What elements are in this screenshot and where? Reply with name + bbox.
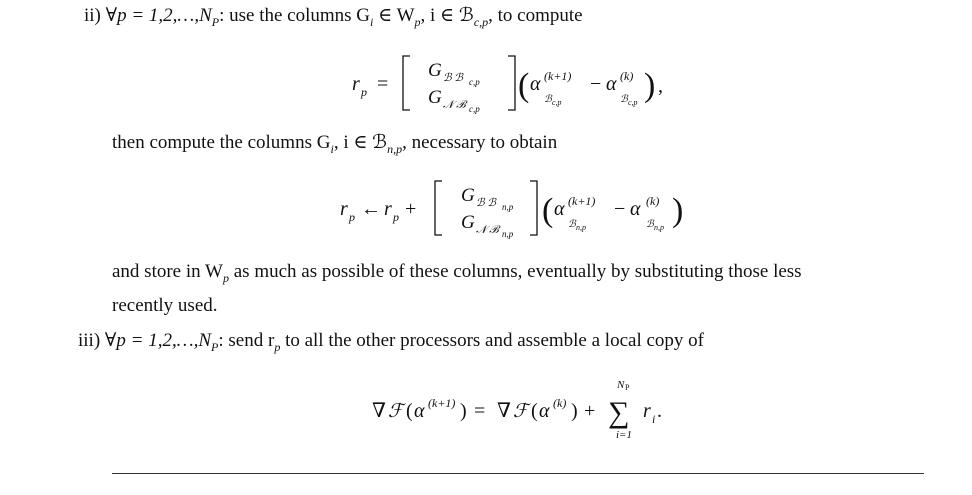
svg-text:c,p: c,p [469,104,480,114]
svg-text:(: ( [542,192,554,229]
svg-text:G: G [428,87,442,108]
svg-text:p: p [393,210,399,224]
svg-text:i: i [652,412,656,426]
svg-text:ℬ: ℬ [544,94,552,105]
step-ii-header [84,6,583,28]
svg-text:c,p: c,p [552,98,562,107]
svg-text:α: α [554,198,565,220]
svg-text:,: , [658,75,663,97]
step-iii-forall: ∀p = $1,2,\dots,N_P$ [104,330,219,354]
svg-text:(k+1): (k+1) [428,396,456,410]
svg-text:n,p: n,p [654,223,664,232]
svg-text:ℬ: ℬ [568,219,576,230]
svg-text:i=1: i=1 [616,429,632,441]
svg-text:n,p: n,p [502,229,514,239]
svg-text:ℬ: ℬ [646,219,654,230]
step-ii-intro: : use the columns $G_i$ ∈ $W_p$, i ∈ ℬ$_{c,p}$, to compute [219,5,583,29]
svg-text:ℱ: ℱ [513,401,528,422]
svg-text:r: r [340,198,348,220]
svg-text:.: . [657,400,662,422]
svg-text:(k): (k) [620,69,634,83]
svg-text:∇: ∇ [497,400,511,422]
svg-text:(: ( [518,67,530,104]
svg-text:𝒩 ℬ: 𝒩 ℬ [443,99,466,111]
svg-text:(k): (k) [553,396,567,410]
svg-text:+: + [584,400,596,422]
svg-text:−: − [614,198,626,220]
svg-text:p: p [361,85,367,99]
svg-text:∑: ∑ [608,396,630,429]
footnote-rule [112,473,924,474]
then-compute-line: then compute the columns $G_i$, i ∈ ℬ$_{n,p}$, necessary to obtain [112,132,558,156]
svg-text:=: = [474,400,486,422]
svg-text:): ) [672,192,684,229]
svg-text:(k+1): (k+1) [544,69,572,83]
svg-text:c,p: c,p [469,77,480,87]
step-iii-header [78,331,704,353]
svg-text:p: p [349,210,355,224]
svg-text:(: ( [531,400,538,422]
step-iii-label: iii) [78,330,101,351]
svg-text:r: r [384,198,392,220]
step-iii-send: : send $r_p$ to all the other processors and assemble a local copy of [218,330,704,354]
svg-text:∇: ∇ [372,400,386,422]
svg-text:r: r [352,73,360,95]
step-ii-forall: ∀p = $1,2,\dots,N_P$ [105,5,220,29]
svg-text:=: = [377,73,389,95]
svg-text:N: N [617,379,625,391]
svg-text:r: r [643,400,651,422]
svg-text:(k): (k) [646,194,660,208]
svg-text:n,p: n,p [576,223,586,232]
svg-text:α: α [630,198,641,220]
svg-text:c,p: c,p [628,98,638,107]
step-ii-label: ii) [84,5,101,26]
svg-text:ℬ: ℬ [620,94,628,105]
svg-text:P: P [625,383,630,392]
equation-rp [0,48,972,128]
svg-text:α: α [530,73,541,95]
svg-text:−: − [590,73,602,95]
svg-text:): ) [460,400,467,422]
svg-text:ℱ: ℱ [388,401,403,422]
svg-text:+: + [405,198,417,220]
svg-text:G: G [461,185,475,206]
svg-text:α: α [606,73,617,95]
equation-gradient-assembly [0,370,972,460]
svg-text:α: α [539,400,550,422]
svg-text:): ) [571,400,578,422]
svg-text:(: ( [406,400,413,422]
svg-text:(k+1): (k+1) [568,194,596,208]
equation-rp-update [0,173,972,253]
svg-text:): ) [644,67,656,104]
svg-text:G: G [428,60,442,81]
store-paragraph: and store in $W_p$ as much as possible of these columns, eventually by substituting those less recently used. [112,261,802,316]
svg-text:α: α [414,400,425,422]
svg-text:n,p: n,p [502,202,514,212]
svg-text:←: ← [361,198,381,220]
svg-text:𝒩 ℬ: 𝒩 ℬ [476,224,499,236]
svg-text:ℬ ℬ: ℬ ℬ [443,72,464,84]
svg-text:G: G [461,212,475,233]
svg-text:ℬ ℬ: ℬ ℬ [476,197,497,209]
